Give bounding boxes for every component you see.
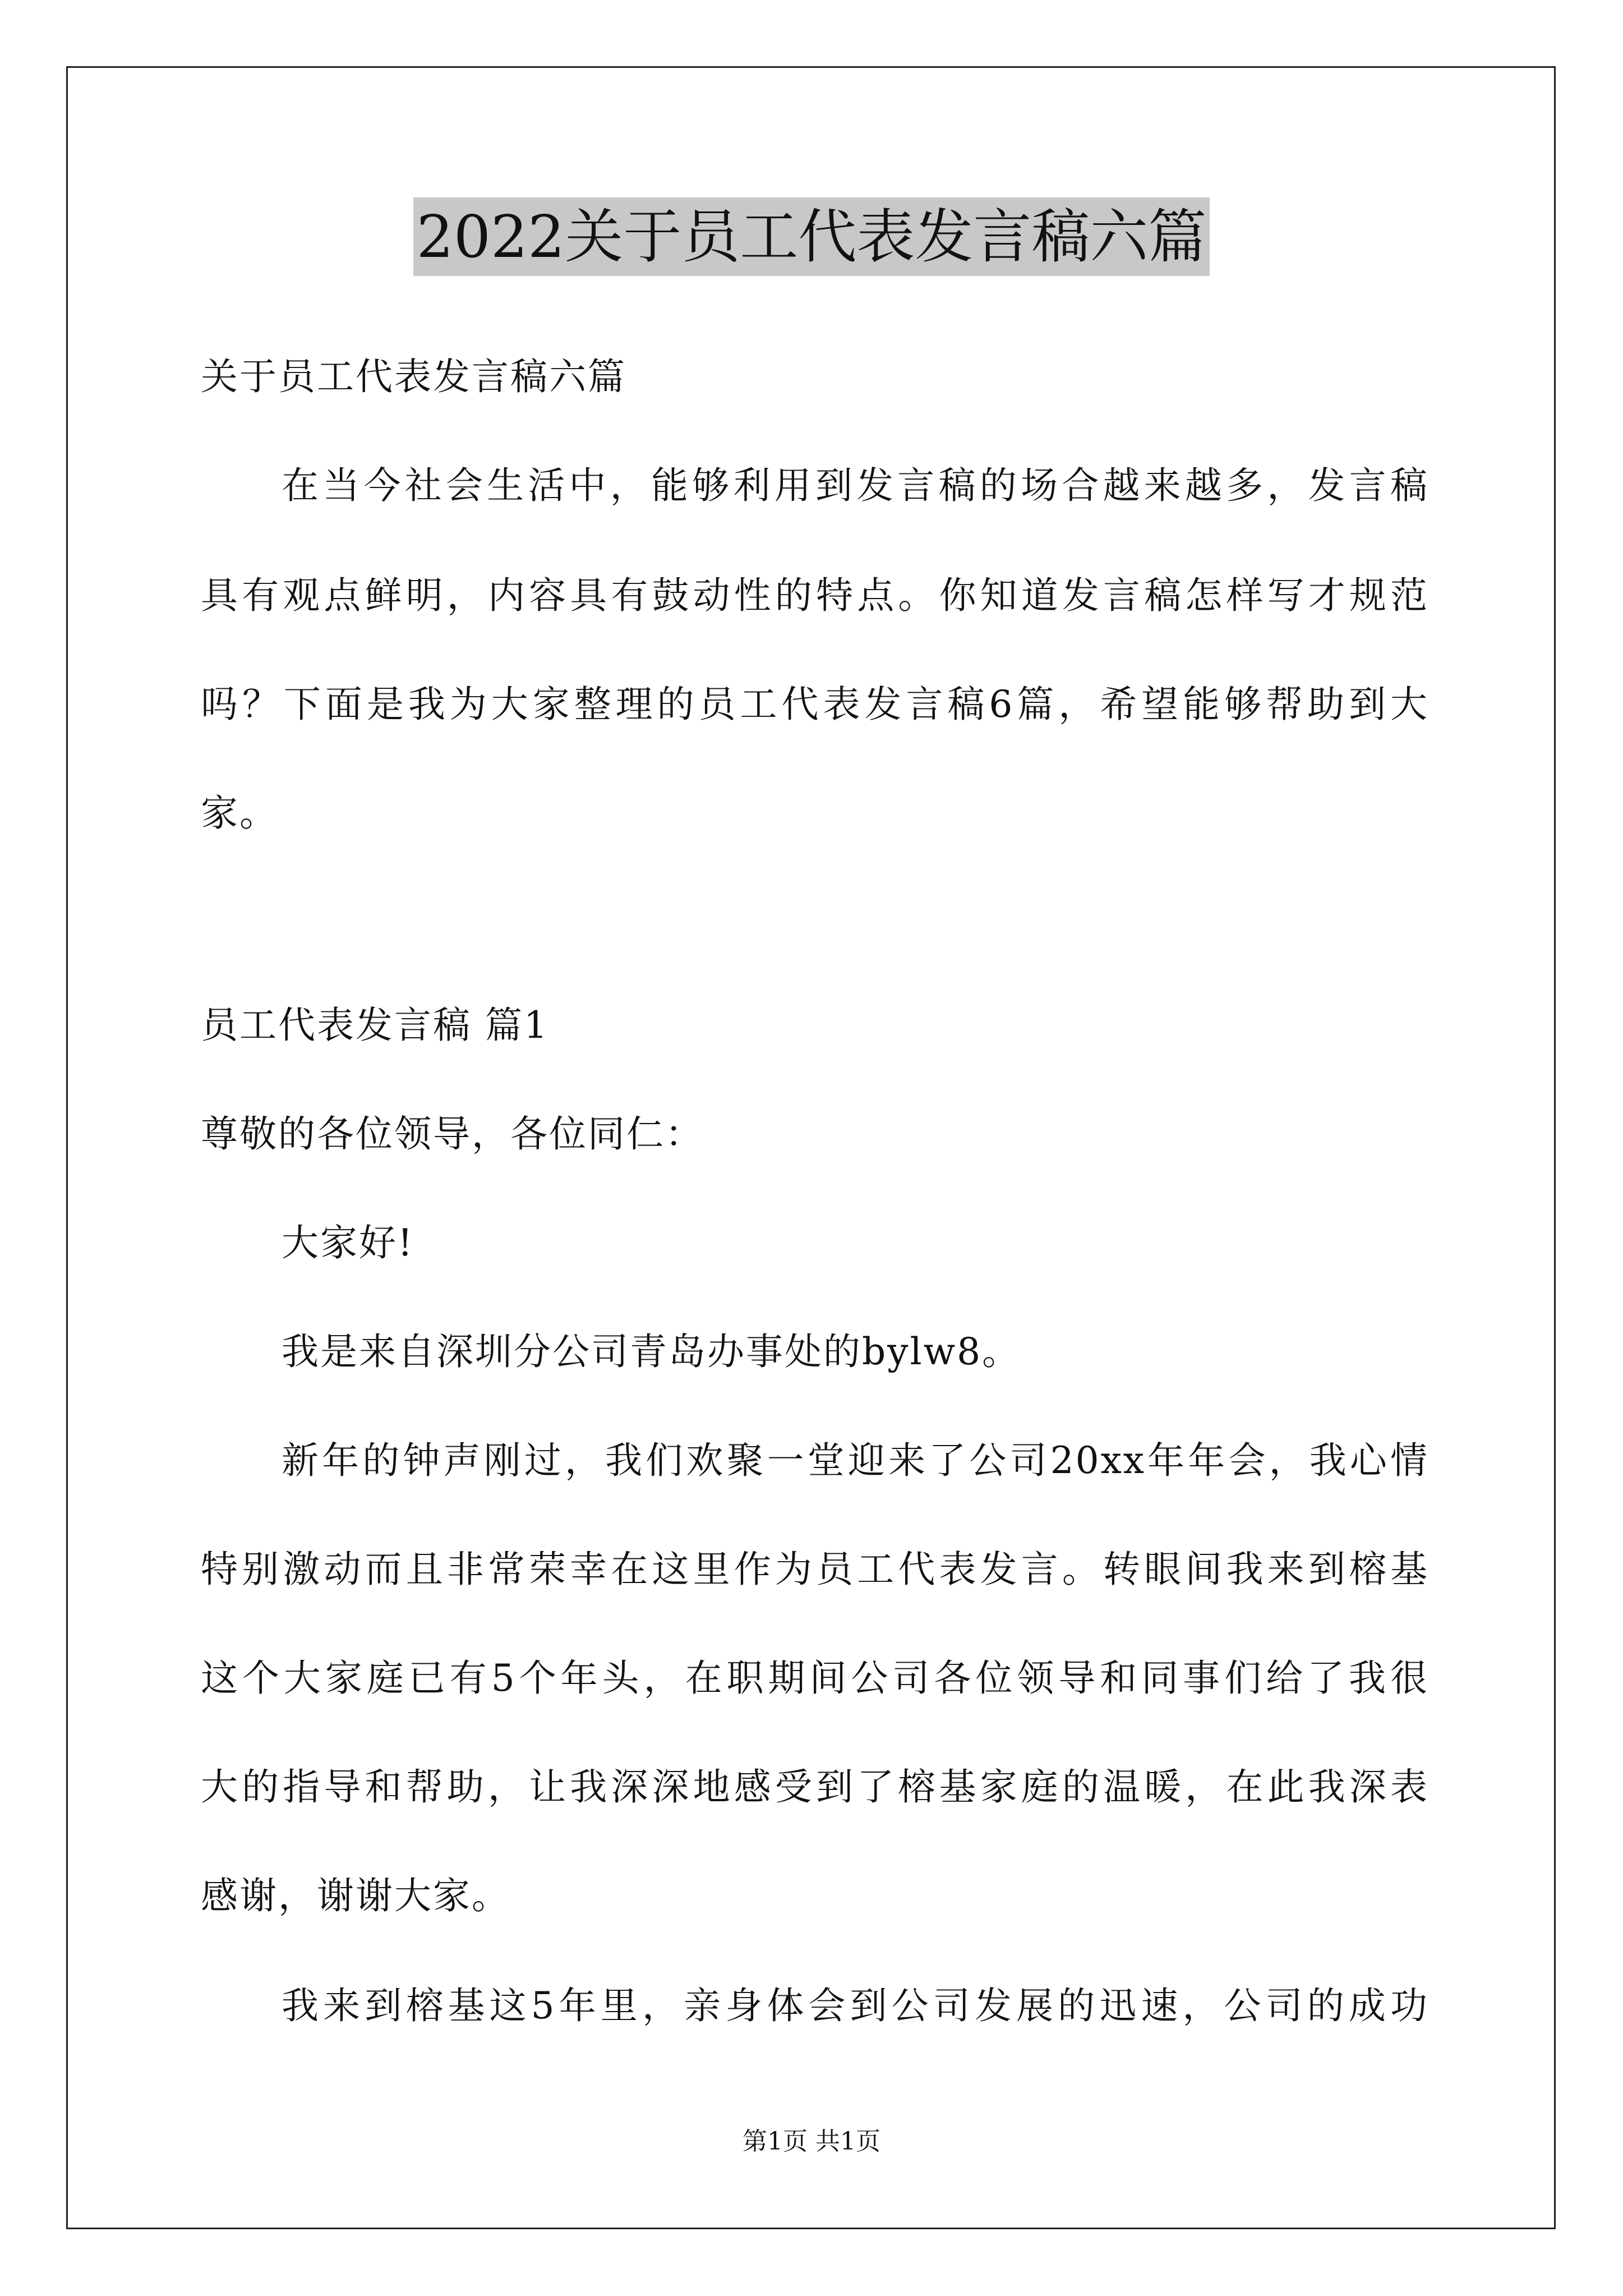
title-container [0,197,1623,276]
intro-line-1: 在当今社会生活中，能够利用到发言稿的场合越来越多，发言稿 [282,464,1429,507]
salutation: 尊敬的各位领导，各位同仁： [201,1112,704,1156]
para1-line-2: 特别激动而且非常荣幸在这里作为员工代表发言。转眼间我来到榕基 [201,1548,1429,1591]
intro-line-4: 家。 [201,792,278,835]
para2-line-1: 我来到榕基这5年里，亲身体会到公司发展的迅速，公司的成功 [282,1984,1429,2027]
subtitle: 关于员工代表发言稿六篇 [201,355,626,398]
self-intro: 我是来自深圳分公司青岛办事处的bylw8。 [282,1330,1021,1373]
greeting: 大家好! [282,1221,414,1264]
intro-line-3: 吗？下面是我为大家整理的员工代表发言稿6篇，希望能够帮助到大 [201,683,1429,726]
page-footer: 第1页 共1页 [743,2127,880,2156]
para1-line-1: 新年的钟声刚过，我们欢聚一堂迎来了公司20xx年年会，我心情 [282,1439,1429,1482]
para1-line-3: 这个大家庭已有5个年头，在职期间公司各位领导和同事们给了我很 [201,1657,1429,1700]
document-title: 2022关于员工代表发言稿六篇 [413,197,1210,276]
para1-line-4: 大的指导和帮助，让我深深地感受到了榕基家庭的温暖，在此我深表 [201,1765,1429,1809]
para1-line-5: 感谢，谢谢大家。 [201,1874,510,1917]
intro-line-2: 具有观点鲜明，内容具有鼓动性的特点。你知道发言稿怎样写才规范 [201,574,1429,617]
section-heading: 员工代表发言稿 篇1 [201,1004,549,1047]
